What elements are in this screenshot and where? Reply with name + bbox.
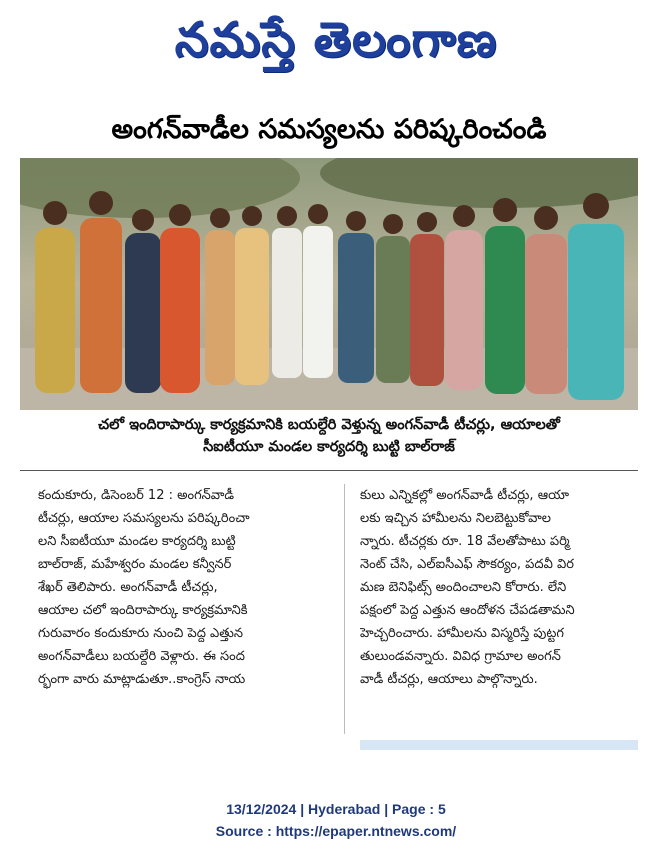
column-text-line: లని సీఐటీయూ మండల కార్యదర్శి బుట్టి <box>38 534 236 549</box>
column-divider <box>344 484 345 734</box>
column-text-line: నెంట్ చేసి, ఎల్ఐసీఎఫ్ సౌకర్యం, పదవీ విర <box>360 557 574 572</box>
column-text-line: న్నారు. టీచర్లకు రూ. 18 వేలతోపాటు పర్మి <box>360 534 570 549</box>
page-footer <box>0 798 672 842</box>
column-text-line: బాల్‌రాజ్, మహేశ్వరం మండల కన్వీనర్ <box>38 557 232 572</box>
column-text-line: పక్షంలో పెద్ద ఎత్తున ఆందోళన చేపడతామని <box>360 603 575 618</box>
column-text-line: కందుకూరు, డిసెంబర్ 12 : అంగన్‌వాడీ <box>38 488 235 503</box>
article-column-left <box>38 484 328 691</box>
news-clipping <box>20 100 638 750</box>
article-headline: అంగన్‌వాడీల సమస్యలను పరిష్కరించండి <box>111 114 547 145</box>
caption-divider <box>20 470 638 471</box>
masthead <box>0 0 672 92</box>
column-text-line: ర్భంగా వారు మాట్లాడుతూ..కాంగ్రెస్ నాయ <box>38 672 246 687</box>
column-text-line: శేఖర్ తెలిపారు. అంగన్‌వాడీ టీచర్లు, <box>38 580 218 595</box>
column-text-line: వాడీ టీచర్లు, ఆయాలు పాల్గొన్నారు. <box>360 672 538 687</box>
column-text-line: అంగన్‌వాడీలు బయల్దేరి వెళ్లారు. ఈ సంద <box>38 649 245 664</box>
article-column-right <box>360 484 650 691</box>
newspaper-logo: నమస్తే తెలంగాణ <box>174 12 498 68</box>
column-text-line: గురువారం కందుకూరు నుంచి పెద్ద ఎత్తున <box>38 626 244 641</box>
group-photo-image <box>20 158 638 410</box>
column-text-line: తులుండవన్నారు. వివిధ గ్రామాల అంగన్ <box>360 649 561 664</box>
column-text-line: ఆయాల చలో ఇందిరాపార్కు కార్యక్రమానికి <box>38 603 248 618</box>
column-text-line: మణ బెనిఫిట్స్ అందించాలని కోరారు. లేని <box>360 580 567 595</box>
source-link[interactable]: Source : https://epaper.ntnews.com/ <box>215 823 457 839</box>
decorative-bar <box>360 740 638 750</box>
caption-line: సీఐటీయూ మండల కార్యదర్శి బుట్టి బాల్‌రాజ్ <box>203 439 455 455</box>
column-text-line: కులు ఎన్నికల్లో అంగన్‌వాడీ టీచర్లు, ఆయా <box>360 488 569 503</box>
column-text-line: హెచ్చరించారు. హామీలను విస్మరిస్తే పుట్టగ <box>360 626 565 641</box>
date-edition-page: 13/12/2024 | Hyderabad | Page : 5 <box>226 801 446 817</box>
photo-caption <box>20 414 638 458</box>
column-text-line: టీచర్లు, ఆయాల సమస్యలను పరిష్కరించా <box>38 511 250 526</box>
caption-line: చలో ఇందిరాపార్కు కార్యక్రమానికి బయల్దేరి వెళ్తున్న అంగన్‌వాడీ టీచర్లు, ఆయాలతో <box>98 417 560 433</box>
column-text-line: లకు ఇచ్చిన హామీలను నిలబెట్టుకోవాల <box>360 511 551 526</box>
article-photo <box>20 158 638 410</box>
